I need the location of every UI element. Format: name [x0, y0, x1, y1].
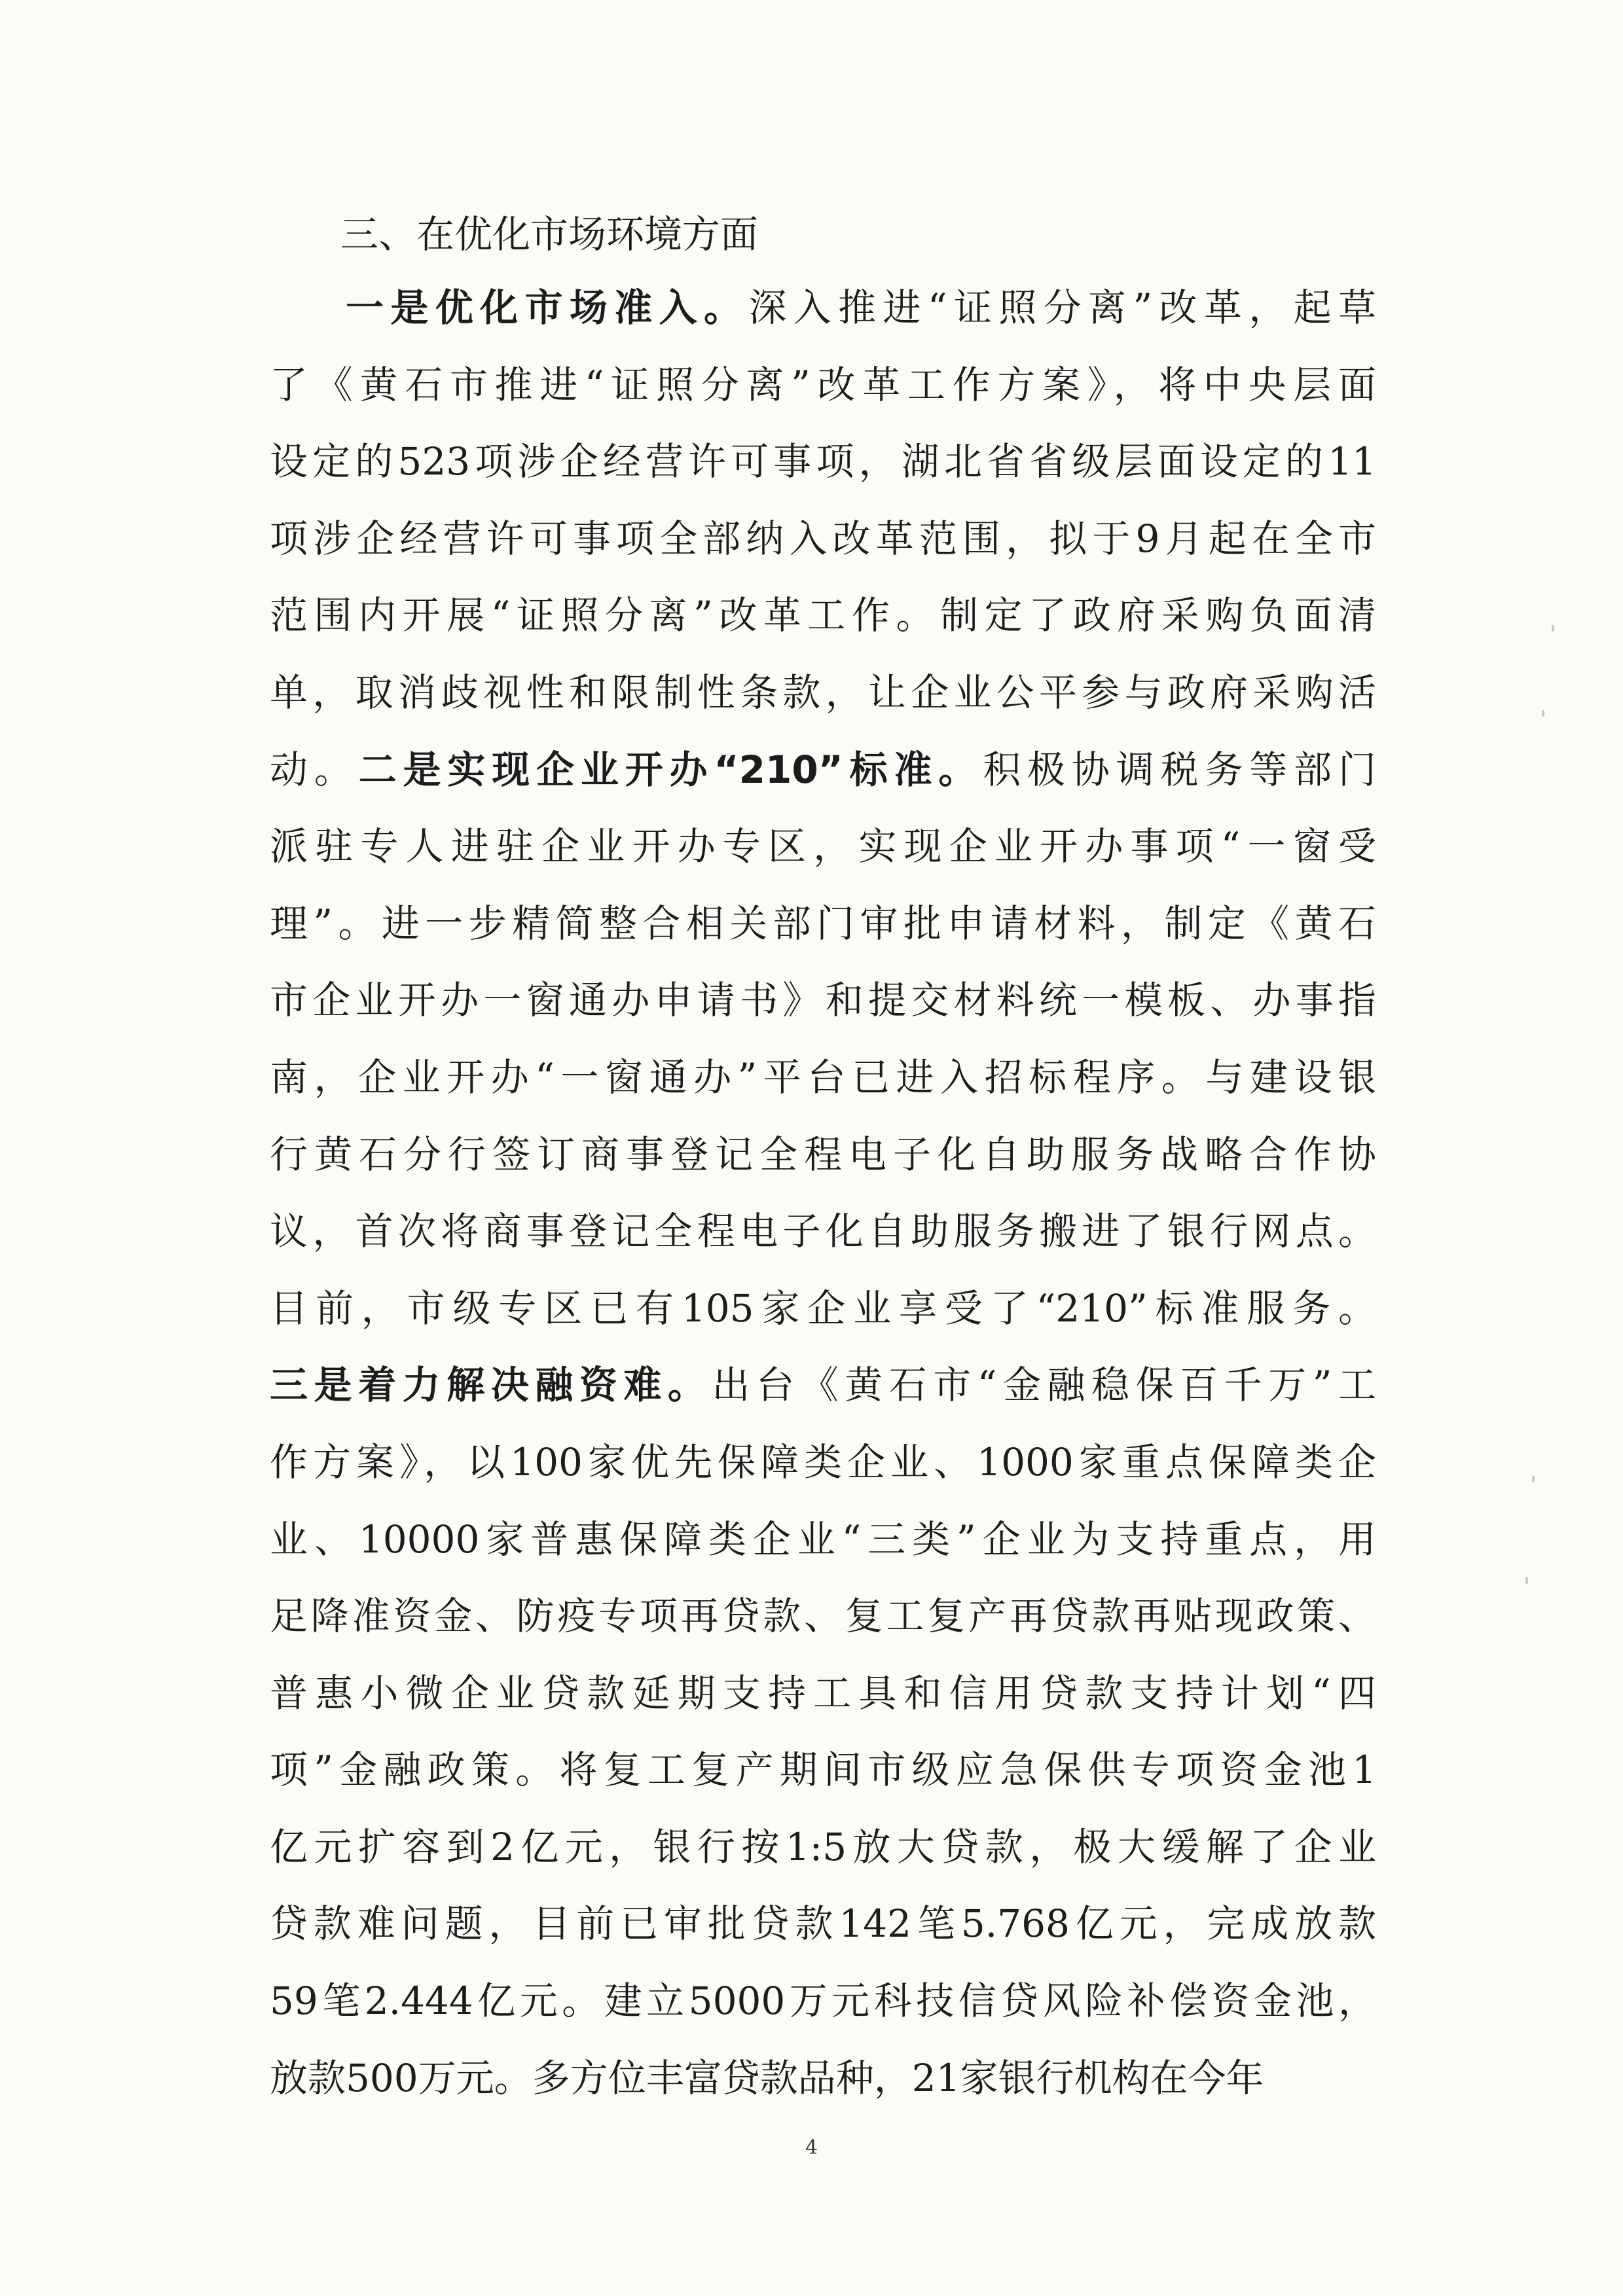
text-line — [270, 270, 1376, 347]
text-segment: 动。 — [270, 747, 359, 792]
text-line — [270, 423, 1376, 501]
section-heading: 三、在优化市场环境方面 — [340, 212, 759, 257]
text-line — [270, 1809, 1376, 1886]
text-segment: 项涉企经营许可事项全部纳入改革范围，拟于9月起在全市 — [270, 516, 1376, 561]
text-line — [270, 962, 1376, 1039]
text-segment: 目前，市级专区已有105家企业享受了“210”标准服务。 — [270, 1285, 1376, 1331]
text-line — [270, 1117, 1376, 1194]
scan-speck — [1532, 1476, 1535, 1482]
text-segment: 作方案》，以100家优先保障类企业、1000家重点保障类企 — [270, 1439, 1376, 1484]
text-line — [270, 577, 1376, 655]
bold-lead-phrase: 一是优化市场准入。 — [346, 285, 749, 330]
scan-speck — [1552, 625, 1554, 632]
text-segment: 单，取消歧视性和限制性条款，让企业公平参与政府采购活 — [270, 670, 1376, 715]
text-line — [270, 886, 1376, 963]
text-segment: 派驻专人进驻企业开办专区，实现企业开办事项“一窗受 — [270, 824, 1376, 869]
text-line — [270, 501, 1376, 578]
text-line — [270, 655, 1376, 732]
body-text — [270, 270, 1376, 2117]
scan-speck — [1525, 1577, 1528, 1584]
text-line — [270, 1424, 1376, 1501]
text-segment: 足降准资金、防疫专项再贷款、复工复产再贷款再贴现政策、 — [270, 1594, 1376, 1639]
text-line — [270, 1347, 1376, 1424]
text-segment: 理”。进一步精简整合相关部门审批申请材料，制定《黄石 — [270, 901, 1376, 946]
text-line — [270, 1886, 1376, 1963]
text-segment: 了《黄石市推进“证照分离”改革工作方案》，将中央层面 — [270, 362, 1376, 407]
text-line — [270, 1270, 1376, 1348]
scan-speck — [1542, 710, 1544, 717]
text-segment: 深入推进“证照分离”改革，起草 — [748, 285, 1376, 330]
text-segment: 南，企业开办“一窗通办”平台已进入招标程序。与建设银 — [270, 1054, 1376, 1100]
text-line — [270, 1732, 1376, 1809]
bold-lead-phrase: 二是实现企业开办“210”标准。 — [358, 747, 983, 792]
text-segment: 项”金融政策。将复工复产期间市级应急保供专项资金池1 — [270, 1748, 1376, 1793]
text-line — [270, 1578, 1376, 1655]
text-line — [270, 1501, 1376, 1579]
text-segment: 亿元扩容到2亿元，银行按1:5放大贷款，极大缓解了企业 — [270, 1824, 1376, 1869]
text-line — [270, 1655, 1376, 1732]
bold-lead-phrase: 三是着力解决融资难。 — [270, 1363, 712, 1408]
text-segment: 设定的523项涉企经营许可事项，湖北省省级层面设定的11 — [270, 439, 1376, 484]
text-segment: 行黄石分行签订商事登记全程电子化自助服务战略合作协 — [270, 1132, 1376, 1177]
text-segment: 59笔2.444亿元。建立5000万元科技信贷风险补偿资金池， — [270, 1979, 1376, 2024]
text-segment: 出台《黄石市“金融稳保百千万”工 — [712, 1363, 1376, 1408]
text-segment: 范围内开展“证照分离”改革工作。制定了政府采购负面清 — [270, 593, 1376, 638]
page-number: 4 — [805, 2136, 818, 2159]
text-line — [270, 1193, 1376, 1270]
text-line — [270, 2040, 1376, 2117]
text-line — [270, 1963, 1376, 2040]
text-segment: 业、10000家普惠保障类企业“三类”企业为支持重点，用 — [270, 1516, 1376, 1562]
text-segment: 放款500万元。多方位丰富贷款品种，21家银行机构在今年 — [270, 2055, 1264, 2100]
text-segment: 普惠小微企业贷款延期支持工具和信用贷款支持计划“四 — [270, 1670, 1376, 1715]
text-segment: 积极协调税务等部门 — [983, 747, 1376, 792]
text-line — [270, 732, 1376, 809]
text-line — [270, 808, 1376, 886]
text-segment: 贷款难问题，目前已审批贷款142笔5.768亿元，完成放款 — [270, 1901, 1376, 1946]
text-segment: 议，首次将商事登记全程电子化自助服务搬进了银行网点。 — [270, 1209, 1376, 1254]
text-line — [270, 347, 1376, 424]
text-segment: 市企业开办一窗通办申请书》和提交材料统一模板、办事指 — [270, 978, 1376, 1023]
text-line — [270, 1039, 1376, 1117]
